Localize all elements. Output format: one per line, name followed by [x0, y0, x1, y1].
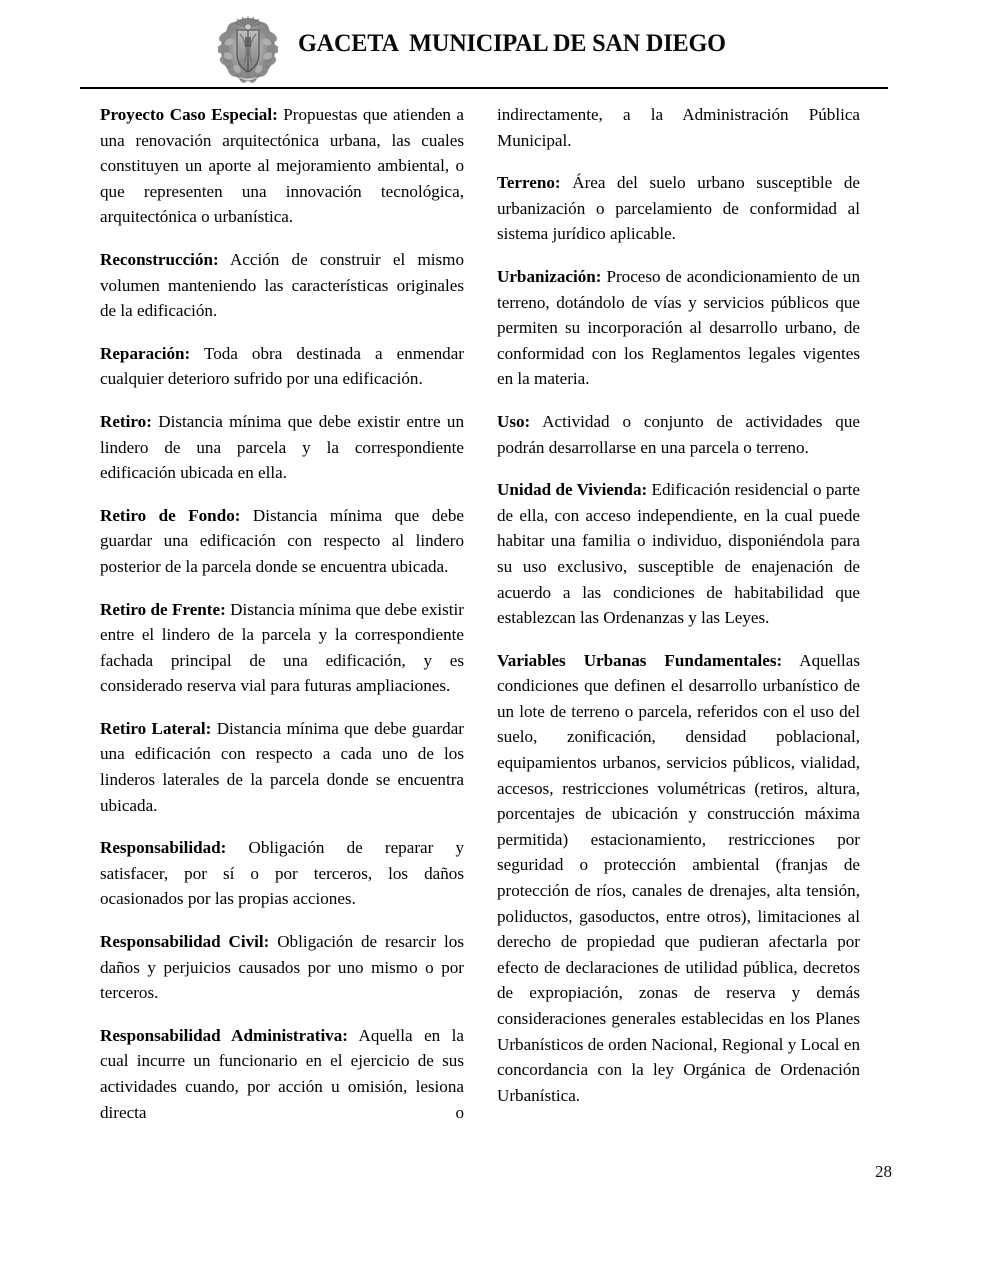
- definition-paragraph: [100, 409, 464, 486]
- definition-body: Distancia mínima que debe guardar una edificación con respecto a cada uno de los linderos laterales de la parcela donde se encuentra ubicada.: [100, 718, 465, 815]
- coat-of-arms-emblem: [218, 13, 278, 85]
- definition-term: Terreno:: [497, 173, 561, 193]
- definition-body: indirectamente, a la Administración Pública Municipal.: [497, 105, 860, 150]
- definition-term: Reparación:: [100, 343, 191, 363]
- definition-paragraph: [497, 409, 860, 460]
- definition-term: Responsabilidad Civil:: [100, 932, 270, 952]
- definition-body: Distancia mínima que debe existir entre un lindero de una parcela y la correspondiente edificación ubicada en ella.: [100, 411, 464, 483]
- definition-paragraph: [100, 341, 464, 392]
- definition-paragraph: [100, 597, 464, 699]
- definition-term: Uso:: [497, 411, 531, 431]
- definition-term: Reconstrucción:: [100, 249, 219, 269]
- definition-paragraph: [100, 503, 464, 580]
- definition-body: Obligación de resarcir los daños y perjuicios causados por uno mismo o por terceros.: [100, 932, 465, 1003]
- definition-term: Responsabilidad Administrativa:: [100, 1025, 348, 1045]
- definition-paragraph: [100, 835, 464, 912]
- left-column: [100, 102, 464, 1151]
- continuation-paragraph: [497, 102, 860, 153]
- definition-paragraph: [100, 716, 464, 818]
- definition-paragraph: [497, 648, 860, 1109]
- definition-term: Proyecto Caso Especial:: [100, 105, 278, 124]
- definition-paragraph: [497, 264, 860, 392]
- definition-body: Propuestas que atienden a una renovación arquitectónica urbana, las cuales constituyen un aporte al mejoramiento ambiental, o que representen una innovación tecnológica, arquitectónica o urbanística.: [100, 105, 464, 227]
- definition-paragraph: [497, 477, 860, 631]
- page-number: 28: [875, 1162, 892, 1181]
- page-header: [0, 0, 990, 95]
- definition-term: Retiro de Fondo:: [100, 505, 241, 525]
- definition-body: Obligación de reparar y satisfacer, por sí o por terceros, los daños ocasionados por las propias acciones.: [100, 838, 464, 909]
- definition-body: Aquellas condiciones que definen el desarrollo urbanístico de un lote de terreno o parcela, referidos con el uso del suelo, zonificación, densidad poblacional, equipamientos urbanos, servicios públicos, vialidad, accesos, restricciones volumétricas (retiros, altura, porcentajes de ubicación y construcción máxima permitida) estacionamiento, restricciones por seguridad o protección ambiental (franjas de protección de ríos, canales de drenajes, alta tensión, poliductos, gasoductos, entre otros), limitaciones al derecho de propiedad que pudieran afectarla por efecto de declaraciones de utilidad pública, decretos de expropiación, zonas de reserva y demás consideraciones generales establecidas en los Planes Urbanísticos de orden Nacional, Regional y Local en concordancia con la ley Orgánica de Ordenación Urbanística.: [497, 650, 860, 1105]
- definition-body: Proceso de acondicionamiento de un terreno, dotándolo de vías y servicios públicos que permiten su incorporación al desarrollo urbano, de conformidad con los Reglamentos legales vigentes en la materia.: [497, 266, 860, 389]
- definition-term: Retiro Lateral:: [100, 718, 212, 738]
- definition-term: Unidad de Vivienda:: [497, 480, 648, 500]
- definition-paragraph: [100, 102, 464, 230]
- definition-body: Edificación residencial o parte de ella, con acceso independiente, en la cual puede habitar una familia o individuo, disponiéndola para su uso exclusivo, susceptible de enajenación de acuerdo a las condiciones de habitabilidad que establezcan las Ordenanzas y las Leyes.: [497, 480, 860, 628]
- header-divider-rule: [80, 87, 888, 89]
- definition-body: Distancia mínima que debe existir entre el lindero de la parcela y la correspondiente fachada principal de una edificación, y es considerado reserva vial para futuras ampliaciones.: [100, 599, 464, 696]
- definition-body: Área del suelo urbano susceptible de urbanización o parcelamiento de conformidad al sistema jurídico aplicable.: [497, 173, 860, 244]
- definition-body: Aquella en la cual incurre un funcionario en el ejercicio de sus actividades cuando, por acción u omisión, lesiona directa o: [100, 1025, 464, 1122]
- definition-term: Variables Urbanas Fundamentales:: [497, 650, 783, 670]
- definition-term: Retiro de Frente:: [100, 599, 226, 619]
- definition-paragraph: [100, 247, 464, 324]
- definition-body: Distancia mínima que debe guardar una edificación con respecto al lindero posterior de la parcela donde se encuentra ubicada.: [100, 505, 464, 576]
- definition-term: Responsabilidad:: [100, 838, 227, 858]
- definition-body: Toda obra destinada a enmendar cualquier deterioro sufrido por una edificación.: [100, 343, 464, 389]
- definition-term: Urbanización:: [497, 266, 602, 286]
- definition-body: Actividad o conjunto de actividades que podrán desarrollarse en una parcela o terreno.: [497, 411, 860, 457]
- definition-paragraph: [100, 929, 464, 1006]
- page-title: GACETA MUNICIPAL DE SAN DIEGO: [298, 30, 726, 57]
- definition-term: Retiro:: [100, 411, 152, 431]
- definition-body: Acción de construir el mismo volumen manteniendo las características originales de la edificación.: [100, 249, 464, 321]
- definition-paragraph-continued: [100, 1023, 464, 1151]
- definition-paragraph: [497, 170, 860, 247]
- right-column: [497, 102, 860, 1108]
